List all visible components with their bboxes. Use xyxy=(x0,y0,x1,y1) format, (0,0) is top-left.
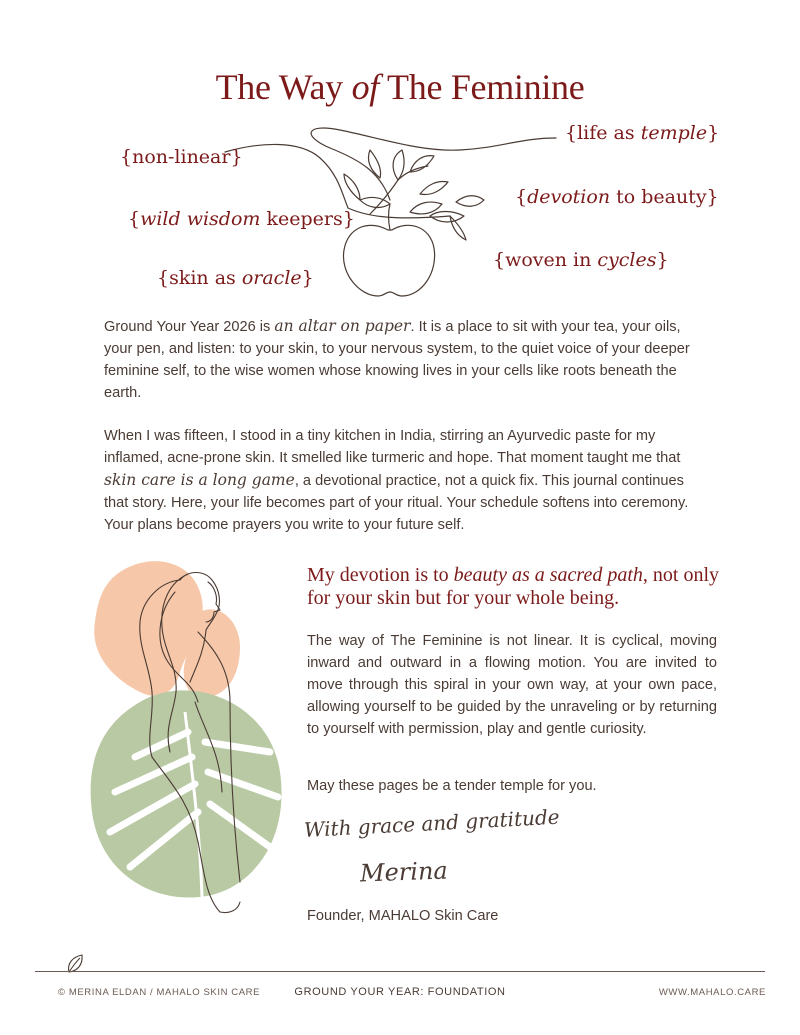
tag-life-as-temple: {life as temple} xyxy=(565,122,720,144)
intro-paragraph: Ground Your Year 2026 is an altar on paper. It is a place to sit with your tea, your oils, your pen, and listen: to your skin, to your nervous system, to the quiet voice of your deeper feminine self, to the wise women whose knowing lives in your cells like roots beneath the earth. xyxy=(104,317,690,401)
footer-website[interactable]: WWW.MAHALO.CARE xyxy=(658,987,766,998)
devotion-quote: My devotion is to beauty as a sacred path, not only for your skin but for your whole being. xyxy=(307,564,720,609)
page-title: The Way of The Feminine xyxy=(215,67,585,107)
footer-copyright: © MERINA ELDAN / MAHALO SKIN CARE xyxy=(58,987,261,998)
footer-divider xyxy=(35,971,765,972)
tag-devotion-to-beauty: {devotion to beauty} xyxy=(515,186,719,208)
founder-title: Founder, MAHALO Skin Care xyxy=(307,908,499,924)
story-paragraph: When I was fifteen, I stood in a tiny kitchen in India, stirring an Ayurvedic paste for my inflamed, acne-prone skin. It smelled like turmeric and hope. That moment taught me that skin care is a long game, a devotional practice, not a quick fix. This journal continues that story. Here, your life becomes part of your ritual. Your schedule softens into ceremony. Your plans become prayers you write to your future self. xyxy=(104,428,689,533)
woman-monstera-illustration xyxy=(80,552,305,932)
tag-skin-as-oracle: {skin as oracle} xyxy=(157,267,314,289)
tag-wild-wisdom-keepers: {wild wisdom keepers} xyxy=(128,208,355,230)
tag-non-linear: {non-linear} xyxy=(120,146,243,168)
leaf-icon xyxy=(64,952,88,976)
tag-woven-in-cycles: {woven in cycles} xyxy=(493,249,669,271)
footer-title: GROUND YOUR YEAR: FOUNDATION xyxy=(294,986,506,998)
signature-name: Merina xyxy=(359,856,449,888)
flowing-line xyxy=(225,144,348,208)
feminine-paragraph: The way of The Feminine is not linear. It is cyclical, moving inward and outward in a flowing motion. You are invited to move through this spiral in your own way, at your own pace, allowing yourself to be guided by the unraveling or by returning to yourself with permission, play and gentle curiosity. xyxy=(307,633,717,737)
closing-line: May these pages be a tender temple for you. xyxy=(307,778,597,794)
signature-line: With grace and gratitude xyxy=(303,804,561,842)
